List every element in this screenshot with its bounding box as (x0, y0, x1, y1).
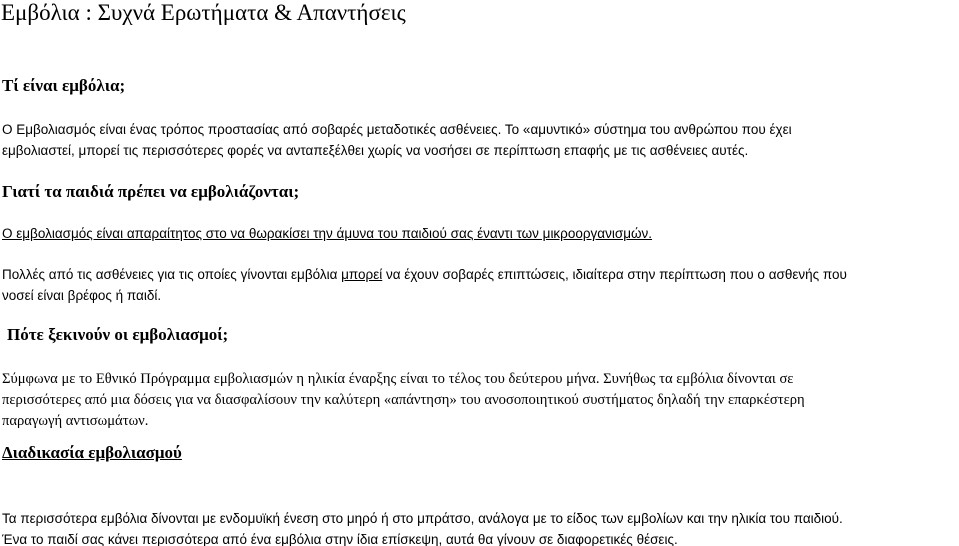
heading-vaccination-procedure: Διαδικασία εμβολιασμού (2, 443, 182, 462)
paragraph-what-are-vaccines (2, 119, 792, 161)
text-line: Σύμφωνα με το Εθνικό Πρόγραμμα εμβολιασμών η ηλικία έναρξης είναι το τέλος του δεύτερου μήνα. Συνήθως τα εμβόλια δίνονται σε (2, 371, 794, 387)
text-line (2, 264, 847, 285)
text-segment: Πολλές από τις ασθένειες για τις οποίες γίνονται εμβόλια (2, 267, 342, 282)
underlined-word: μπορεί (341, 267, 383, 282)
text-line: Ο Εμβολιασμός είναι ένας τρόπος προστασίας από σοβαρές μεταδοτικές ασθένειες. Το «αμυντικό» σύστημα του ανθρώπου που έχει (2, 122, 792, 137)
text-line: Ένα το παιδί σας κάνει περισσότερα από ένα εμβόλια στην ίδια επίσκεψη, αυτά θα γίνουν σε διαφορετικές θέσεις. (2, 532, 678, 546)
underlined-statement: Ο εμβολιασμός είναι απαραίτητος στο να θωρακίσει την άμυνα του παιδιού σας έναντι των μικροοργανισμών. (2, 226, 653, 241)
paragraph-when-vaccinations-start (2, 369, 805, 432)
text-line: παραγωγή αντισωμάτων. (2, 413, 149, 429)
text-line: νοσεί είναι βρέφος ή παιδί. (2, 288, 162, 303)
heading-when-vaccinations-start: Πότε ξεκινούν οι εμβολιασμοί; (7, 325, 229, 344)
heading-why-vaccinate-children: Γιατί τα παιδιά πρέπει να εμβολιάζονται; (2, 182, 300, 201)
page-title: Εμβόλια : Συχνά Ερωτήματα & Απαντήσεις (1, 0, 406, 25)
text-segment: να έχουν σοβαρές επιπτώσεις, ιδιαίτερα στην περίπτωση που ο ασθενής που (382, 267, 847, 282)
paragraph-vaccination-procedure (2, 508, 843, 546)
text-line: περισσότερες από μια δόσεις για να διασφαλίσουν την καλύτερη «απάντηση» του ανοσοποιητικού συστήματος δηλαδή την επαρκέστερη (2, 392, 805, 408)
text-line: εμβολιαστεί, μπορεί τις περισσότερες φορές να ανταπεξέλθει χωρίς να νοσήσει σε περίπτωση επαφής με τις ασθένειες αυτές. (2, 143, 749, 158)
heading-what-are-vaccines: Τί είναι εμβόλια; (2, 76, 126, 95)
paragraph-why-vaccinate (2, 264, 847, 306)
text-line: Τα περισσότερα εμβόλια δίνονται με ενδομυϊκή ένεση στο μηρό ή στο μπράτσο, ανάλογα με το είδος των εμβολίων και την ηλικία του παιδιού. (2, 511, 843, 526)
